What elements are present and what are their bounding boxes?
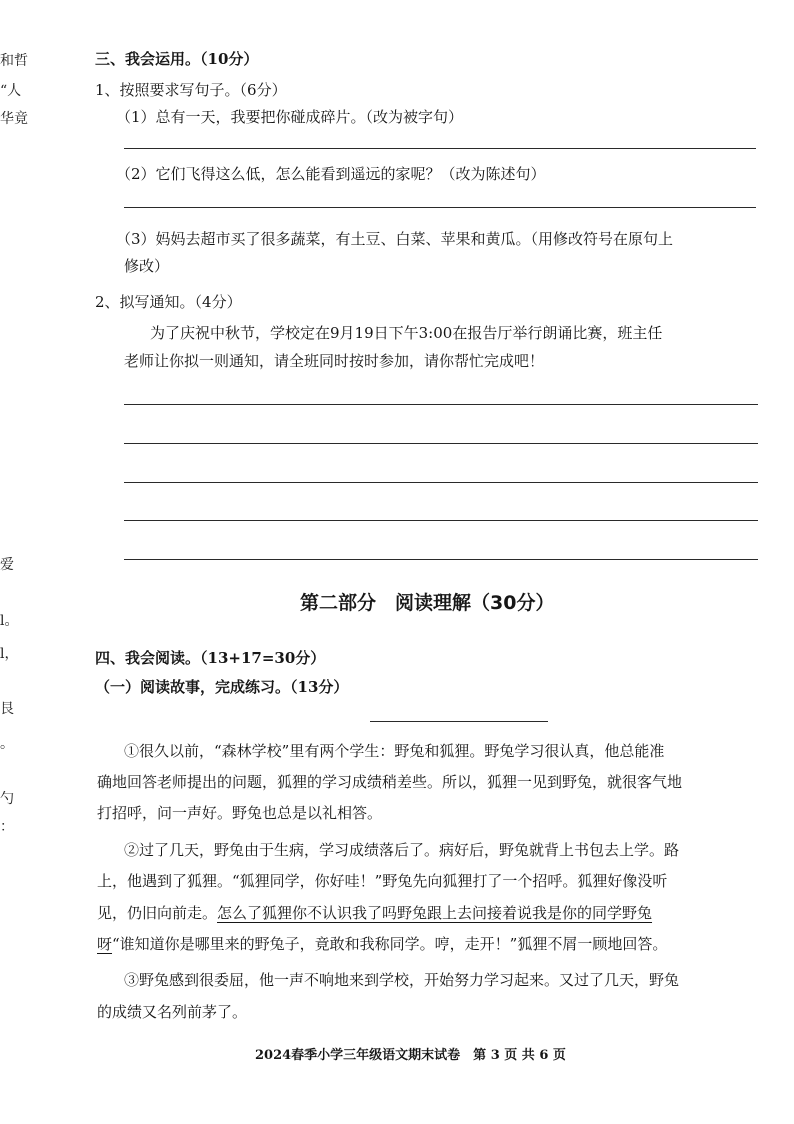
p3-line-1: ③野兔感到很委屈，他一声不响地来到学校，开始努力学习起来。又过了几天，野兔 — [124, 971, 680, 989]
notice-line-4 — [124, 520, 758, 521]
p2-line-3-underlined: 怎么了狐狸你不认识我了吗野兔跟上去问接着说我是你的同学野兔 — [217, 904, 653, 922]
margin-fragment: l， — [0, 646, 19, 662]
q1-title: 1、按照要求写句子。（6分） — [95, 81, 287, 99]
answer-line-1 — [124, 148, 756, 149]
notice-line-1 — [124, 404, 758, 405]
p1-line-2: 确地回答老师提出的问题，狐狸的学习成绩稍差些。所以，狐狸一见到野兔，就很客气地 — [97, 773, 683, 791]
p2-line-2: 上，他遇到了狐狸。“狐狸同学，你好哇！”野兔先向狐狸打了一个招呼。狐狸好像没听 — [97, 872, 668, 890]
margin-fragment: ： — [0, 819, 14, 835]
p2-line-3-pre: 见，仍旧向前走。 — [97, 904, 218, 922]
notice-line-3 — [124, 482, 758, 483]
section4-title: 四、我会阅读。（13+17=30分） — [95, 649, 326, 667]
q1-item-3: （3）妈妈去超市买了很多蔬菜，有土豆、白菜、苹果和黄瓜。（用修改符号在原句上 — [116, 230, 674, 248]
q1-item-2: （2）它们飞得这么低，怎么能看到遥远的家呢？（改为陈述句） — [116, 165, 546, 183]
p1-line-3: 打招呼，问一声好。野兔也总是以礼相答。 — [97, 804, 383, 822]
answer-line-2 — [124, 207, 756, 208]
q2-line-2: 老师让你拟一则通知，请全班同时按时参加，请你帮忙完成吧！ — [124, 352, 545, 370]
p2-line-4 — [97, 934, 667, 954]
q1-item-1: （1）总有一天，我要把你碰成碎片。（改为被字句） — [116, 108, 464, 126]
q2-line-1: 为了庆祝中秋节，学校定在9月19日下午3:00在报告厅举行朗诵比赛，班主任 — [150, 324, 663, 342]
margin-fragment: 和哲 — [0, 53, 28, 69]
p2-line-4-rest: “谁知道你是哪里来的野兔子，竟敢和我称同学。哼，走开！”狐狸不屑一顾地回答。 — [112, 935, 668, 953]
section3-title: 三、我会运用。（10分） — [95, 50, 259, 68]
margin-fragment: 华竟 — [0, 111, 28, 127]
section4-sub1: （一）阅读故事，完成练习。（13分） — [95, 678, 349, 696]
notice-line-5 — [124, 559, 758, 560]
margin-fragment: “人 — [0, 83, 22, 99]
margin-fragment: 艮 — [0, 701, 14, 717]
p2-line-1: ②过了几天，野兔由于生病，学习成绩落后了。病好后，野兔就背上书包去上学。路 — [124, 841, 680, 859]
story-title-line — [370, 721, 548, 722]
margin-fragment: l。 — [0, 613, 19, 629]
q2-title: 2、拟写通知。（4分） — [95, 293, 242, 311]
q1-item-3-cont: 修改） — [124, 257, 170, 275]
margin-fragment: 勺 — [0, 791, 14, 807]
part2-title: 第二部分 阅读理解（30分） — [300, 592, 555, 614]
notice-line-2 — [124, 443, 758, 444]
page-footer: 2024春季小学三年级语文期末试卷 第 3 页 共 6 页 — [255, 1048, 566, 1063]
margin-fragment: 爱 — [0, 557, 14, 573]
p3-line-2: 的成绩又名列前茅了。 — [97, 1003, 248, 1021]
margin-fragment: 。 — [0, 736, 14, 752]
p2-line-4-underlined: 呀 — [97, 935, 113, 953]
p1-line-1: ①很久以前，“森林学校”里有两个学生：野兔和狐狸。野兔学习很认真，他总能准 — [124, 742, 665, 760]
p2-line-3 — [97, 903, 652, 923]
